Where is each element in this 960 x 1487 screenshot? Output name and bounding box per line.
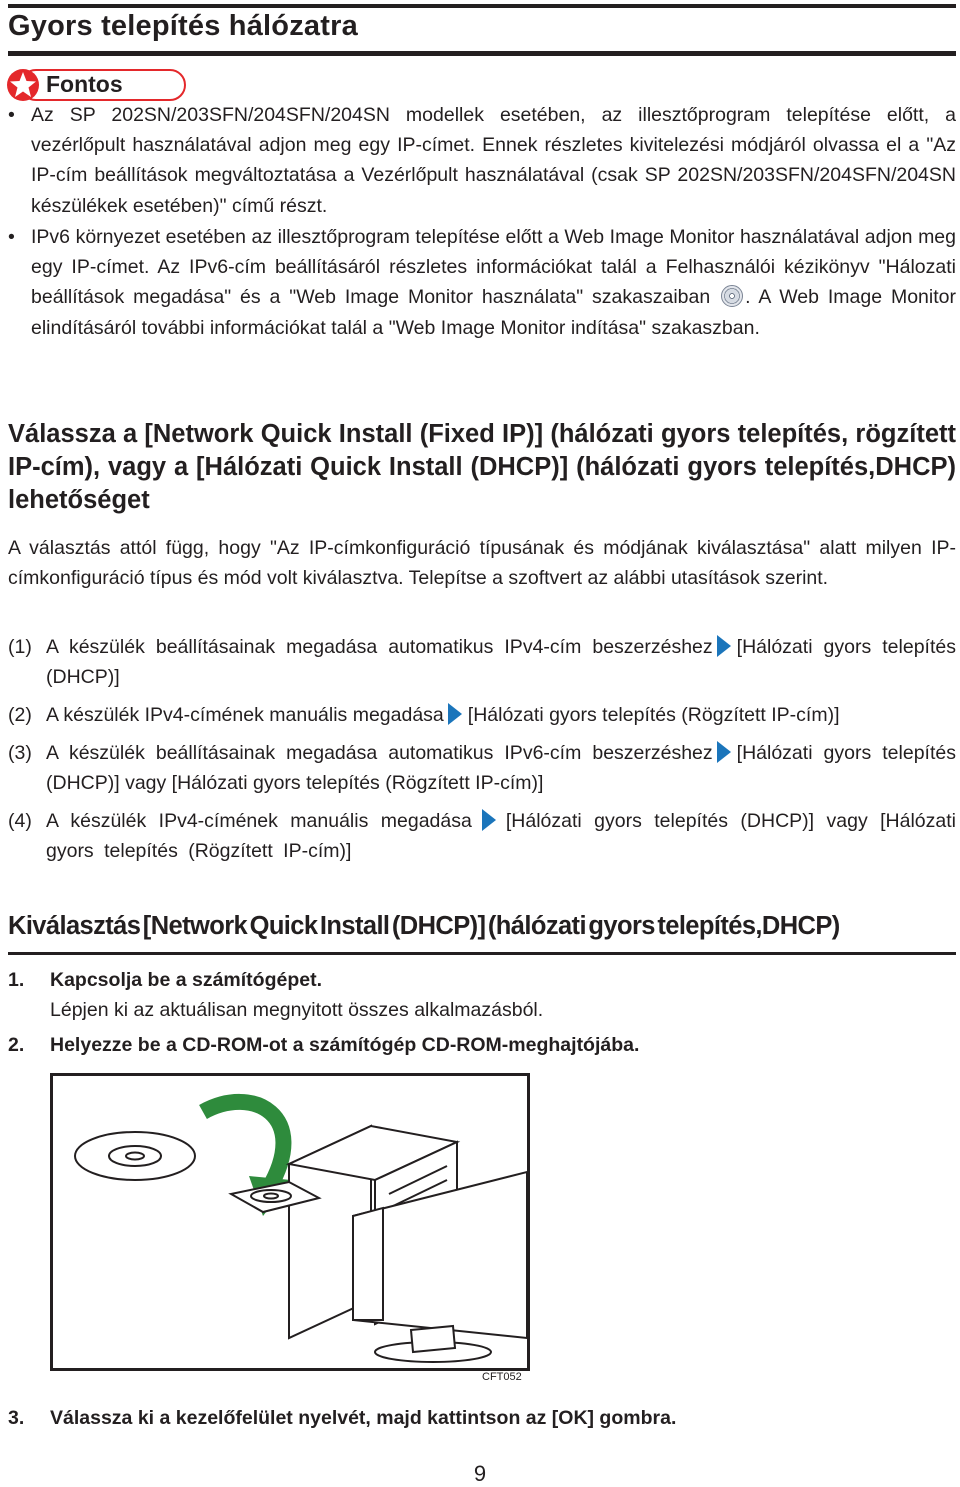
option-choice: [Hálózati gyors telepítés (DHCP)] <box>46 636 956 689</box>
step-item <box>8 965 956 1025</box>
option-item <box>8 700 956 730</box>
bullet-text: Az SP 202SN/203SFN/204SFN/204SN modellek esetében, az illesztőprogram telepítése előtt, a vezérlőpult használatával adjon meg egy IP-címet. Ennek részletes kivitelezési módjáról olvassa el a "Az IP-cím beállítások megváltoztatása a Vezérlőpult használatával (csak SP 202SN/203SFN/204SFN/204SN készülékek esetében)" című részt. <box>31 104 956 217</box>
option-item <box>8 738 956 798</box>
important-badge <box>6 68 186 101</box>
step-text: Kapcsolja be a számítógépet. <box>50 969 323 991</box>
arrow-right-icon <box>482 809 496 831</box>
important-label: Fontos <box>46 71 123 97</box>
option-number: (4) <box>8 810 32 832</box>
option-condition: A készülék beállításainak megadása automatikus IPv6-cím beszerzéshez <box>46 742 713 764</box>
option-number: (2) <box>8 704 32 726</box>
bullet-text <box>31 222 956 343</box>
option-number: (1) <box>8 636 32 658</box>
arrow-right-icon <box>717 635 731 657</box>
important-bullet <box>8 100 956 221</box>
option-number: (3) <box>8 742 32 764</box>
cd-insert-illustration <box>50 1073 530 1371</box>
arrow-right-icon <box>717 741 731 763</box>
page-number: 9 <box>473 1461 487 1486</box>
important-star-icon <box>6 68 44 102</box>
option-item <box>8 632 956 692</box>
cd-disc-icon <box>75 1132 195 1180</box>
intro-paragraph: A választás attól függ, hogy "Az IP-címkonfiguráció típusának és módjának kiválasztása" alatt milyen IP-címkonfiguráció típus és mód volt kiválasztva. Telepítse a szoftvert az alábbi utasítások szerint. <box>8 537 956 590</box>
option-condition: A készülék beállításainak megadása automatikus IPv4-cím beszerzéshez <box>46 636 713 658</box>
bullet-text-part: . A Web Image Monitor elindításáról további információkat talál a "Web Image Monitor indítása" szakaszban. <box>31 286 956 339</box>
bullet-dot: • <box>8 226 15 248</box>
important-bullet <box>8 222 956 343</box>
step-detail: Lépjen ki az aktuálisan megnyitott összes alkalmazásból. <box>50 999 544 1022</box>
step-number: 2. <box>8 1034 25 1056</box>
top-rule <box>8 4 956 8</box>
option-choice: [Hálózati gyors telepítés (DHCP)] vagy [Hálózati gyors telepítés (Rögzített IP-cím)] <box>46 810 956 863</box>
subsection-rule <box>8 952 956 955</box>
step-number: 3. <box>8 1407 25 1429</box>
option-condition: A készülék IPv4-címének manuális megadása <box>46 810 472 832</box>
step-text: Helyezze be a CD-ROM-ot a számítógép CD-ROM-meghajtójába. <box>50 1034 640 1056</box>
computer-cd-drawing <box>53 1076 527 1368</box>
bullet-dot: • <box>8 104 15 126</box>
heading-rule <box>8 51 956 56</box>
option-choice: [Hálózati gyors telepítés (Rögzített IP-cím)] <box>467 704 840 726</box>
step-number: 1. <box>8 969 25 991</box>
option-condition: A készülék IPv4-címének manuális megadása <box>46 704 444 726</box>
subsection-title: Kiválasztás [Network Quick Install (DHCP)] (hálózati gyors telepítés,DHCP) <box>8 912 840 940</box>
step-item <box>8 1030 956 1060</box>
section-title: Válassza a [Network Quick Install (Fixed IP)] (hálózati gyors telepítés, rögzített IP-cím), vagy a [Hálózati Quick Install (DHCP)] (hálózati gyors telepítés,DHCP) lehetőséget <box>8 420 956 514</box>
bullet-text-part: IPv6 környezet esetében az illesztőprogram telepítése előtt a Web Image Monitor használatával adjon meg egy IP-címet. Az IPv6-cím beállításáról részletes információkat talál a Felhasználói kézikönyv "Hálozati beállítások megadása" és a "Web Image Monitor használata" szakaszaiban <box>31 226 956 309</box>
figure-code: CFT052 <box>482 1371 522 1383</box>
page-heading: Gyors telepítés hálózatra <box>8 10 358 42</box>
option-choice: [Hálózati gyors telepítés (DHCP)] vagy [Hálózati gyors telepítés (Rögzített IP-cím)] <box>46 742 956 795</box>
arrow-right-icon <box>448 703 462 725</box>
option-item <box>8 806 956 866</box>
step-item <box>8 1403 956 1433</box>
cd-disc-icon <box>721 285 743 307</box>
step-text: Válassza ki a kezelőfelület nyelvét, majd kattintson az [OK] gombra. <box>50 1407 677 1429</box>
